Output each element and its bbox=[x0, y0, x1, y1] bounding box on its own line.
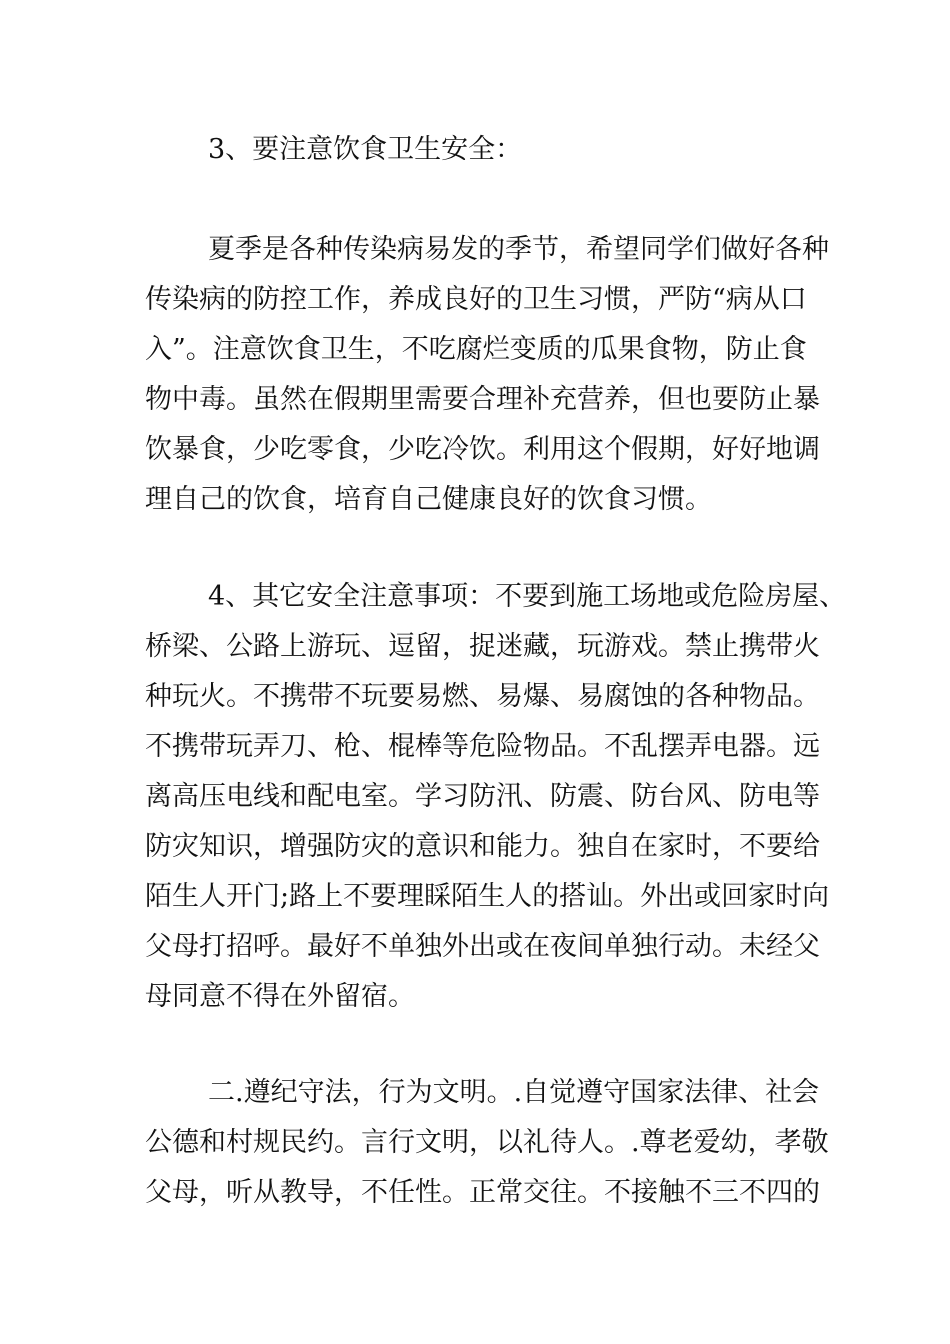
paragraph-law-civility bbox=[145, 1068, 829, 1218]
text-line: 离高压电线和配电室。学习防汛、防震、防台风、防电等 bbox=[145, 781, 820, 812]
text-line: 传染病的防控工作，养成良好的卫生习惯，严防“病从口 bbox=[145, 284, 807, 315]
text-line: 物中毒。虽然在假期里需要合理补充营养，但也要防止暴 bbox=[145, 384, 820, 415]
text-line: 父母，听从教导，不任性。正常交往。不接触不三不四的 bbox=[145, 1177, 820, 1208]
text-line: 种玩火。不携带不玩要易燃、易爆、易腐蚀的各种物品。 bbox=[145, 681, 820, 712]
text-line: 防灾知识，增强防灾的意识和能力。独自在家时，不要给 bbox=[145, 831, 820, 862]
heading-safety-diet bbox=[145, 125, 810, 175]
text-line: 公德和村规民约。言行文明，以礼待人。.尊老爱幼，孝敬 bbox=[145, 1127, 829, 1158]
text-line: 4、其它安全注意事项：不要到施工场地或危险房屋、 bbox=[208, 581, 847, 612]
text-line: 桥梁、公路上游玩、逗留，捉迷藏，玩游戏。禁止携带火 bbox=[145, 631, 820, 662]
text-line: 父母打招呼。最好不单独外出或在夜间单独行动。未经父 bbox=[145, 931, 820, 962]
text-line: 理自己的饮食，培育自己健康良好的饮食习惯。 bbox=[145, 484, 712, 515]
text-line: 二.遵纪守法，行为文明。.自觉遵守国家法律、社会 bbox=[208, 1077, 820, 1108]
paragraph-other-safety bbox=[145, 572, 847, 1022]
text-line: 饮暴食，少吃零食，少吃冷饮。利用这个假期，好好地调 bbox=[145, 434, 820, 465]
text-line: 3、要注意饮食卫生安全： bbox=[208, 134, 523, 165]
paragraph-summer-diet bbox=[145, 225, 829, 525]
text-line: 母同意不得在外留宿。 bbox=[145, 981, 415, 1012]
text-line: 夏季是各种传染病易发的季节，希望同学们做好各种 bbox=[208, 234, 829, 265]
text-line: 入”。注意饮食卫生，不吃腐烂变质的瓜果食物，防止食 bbox=[145, 334, 807, 365]
text-line: 陌生人开门;路上不要理睬陌生人的搭讪。外出或回家时向 bbox=[145, 881, 830, 912]
text-line: 不携带玩弄刀、枪、棍棒等危险物品。不乱摆弄电器。远 bbox=[145, 731, 820, 762]
